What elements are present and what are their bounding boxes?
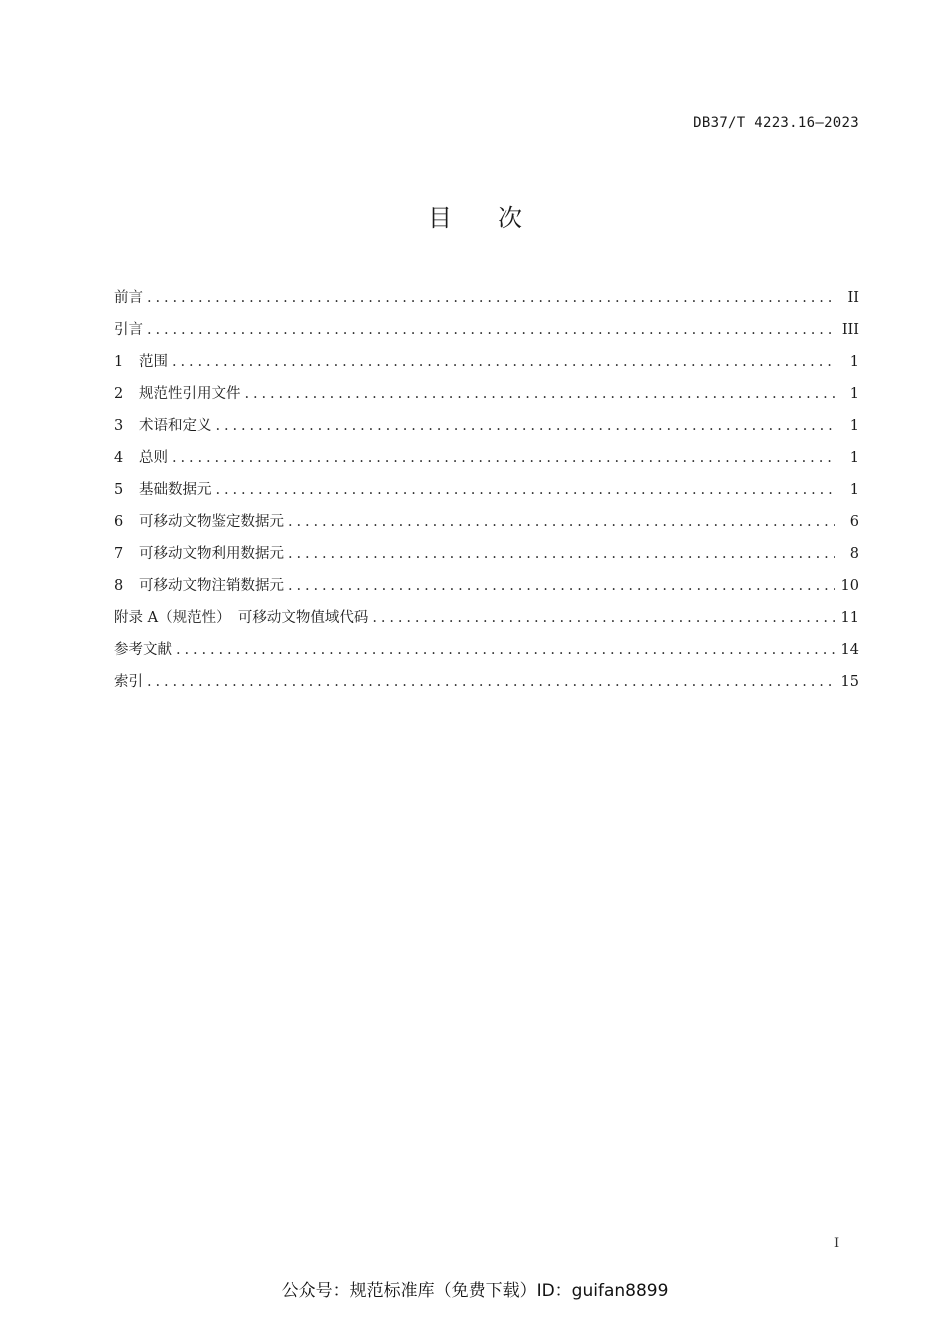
toc-entry-number: 4 bbox=[114, 450, 124, 466]
table-of-contents bbox=[114, 286, 859, 702]
toc-entry[interactable] bbox=[114, 670, 859, 702]
toc-entry-label: 附录 A（规范性） 可移动文物值域代码 bbox=[114, 610, 369, 626]
toc-leader-dots bbox=[216, 482, 836, 498]
toc-entry[interactable] bbox=[114, 574, 859, 606]
toc-entry-label: 规范性引用文件 bbox=[139, 386, 241, 402]
toc-entry-page: III bbox=[841, 322, 859, 338]
toc-entry-page: 15 bbox=[840, 674, 859, 690]
toc-entry-label: 可移动文物鉴定数据元 bbox=[139, 514, 284, 530]
toc-leader-dots bbox=[245, 386, 836, 402]
toc-entry-page: 14 bbox=[840, 642, 859, 658]
toc-leader-dots bbox=[172, 354, 835, 370]
toc-entry[interactable] bbox=[114, 478, 859, 510]
document-code: DB37/T 4223.16—2023 bbox=[693, 115, 859, 131]
toc-entry-label: 可移动文物利用数据元 bbox=[139, 546, 284, 562]
toc-leader-dots bbox=[216, 418, 836, 434]
toc-entry-label: 可移动文物注销数据元 bbox=[139, 578, 284, 594]
toc-entry-page: 10 bbox=[840, 578, 859, 594]
toc-entry-label: 索引 bbox=[114, 674, 143, 690]
toc-entry[interactable] bbox=[114, 446, 859, 478]
toc-leader-dots bbox=[288, 578, 835, 594]
toc-entry-label: 范围 bbox=[139, 354, 168, 370]
toc-leader-dots bbox=[147, 674, 835, 690]
toc-entry[interactable] bbox=[114, 286, 859, 318]
toc-entry-label: 前言 bbox=[114, 290, 143, 306]
toc-entry-number: 2 bbox=[114, 386, 124, 402]
toc-entry[interactable] bbox=[114, 638, 859, 670]
page-number: I bbox=[834, 1236, 840, 1251]
toc-entry-label: 术语和定义 bbox=[139, 418, 212, 434]
toc-entry-page: 1 bbox=[849, 482, 859, 498]
toc-entry-number: 7 bbox=[114, 546, 124, 562]
toc-entry-number: 8 bbox=[114, 578, 124, 594]
toc-leader-dots bbox=[288, 514, 835, 530]
toc-entry[interactable] bbox=[114, 510, 859, 542]
toc-entry[interactable] bbox=[114, 606, 859, 638]
toc-leader-dots bbox=[147, 322, 835, 338]
toc-entry-page: 1 bbox=[849, 418, 859, 434]
toc-entry-page: 1 bbox=[849, 354, 859, 370]
toc-entry-label: 总则 bbox=[139, 450, 168, 466]
toc-entry-page: 11 bbox=[840, 610, 859, 626]
toc-entry[interactable] bbox=[114, 414, 859, 446]
toc-entry-page: 1 bbox=[849, 450, 859, 466]
toc-entry-number: 5 bbox=[114, 482, 124, 498]
toc-entry-label: 基础数据元 bbox=[139, 482, 212, 498]
toc-entry-page: 6 bbox=[849, 514, 859, 530]
toc-leader-dots bbox=[147, 290, 835, 306]
toc-entry-page: II bbox=[847, 290, 859, 306]
toc-entry-number: 6 bbox=[114, 514, 124, 530]
toc-entry-number: 3 bbox=[114, 418, 124, 434]
toc-entry-label: 引言 bbox=[114, 322, 143, 338]
toc-leader-dots bbox=[372, 610, 835, 626]
toc-entry[interactable] bbox=[114, 350, 859, 382]
page-title: 目次 bbox=[428, 204, 568, 232]
toc-entry-number: 1 bbox=[114, 354, 124, 370]
toc-entry-label: 参考文献 bbox=[114, 642, 172, 658]
toc-entry-page: 1 bbox=[849, 386, 859, 402]
toc-leader-dots bbox=[288, 546, 835, 562]
toc-entry[interactable] bbox=[114, 542, 859, 574]
toc-leader-dots bbox=[176, 642, 835, 658]
toc-leader-dots bbox=[172, 450, 835, 466]
watermark-text: 公众号：规范标准库（免费下载）ID：guifan8899 bbox=[281, 1281, 669, 1301]
toc-entry[interactable] bbox=[114, 382, 859, 414]
toc-entry[interactable] bbox=[114, 318, 859, 350]
toc-entry-page: 8 bbox=[849, 546, 859, 562]
